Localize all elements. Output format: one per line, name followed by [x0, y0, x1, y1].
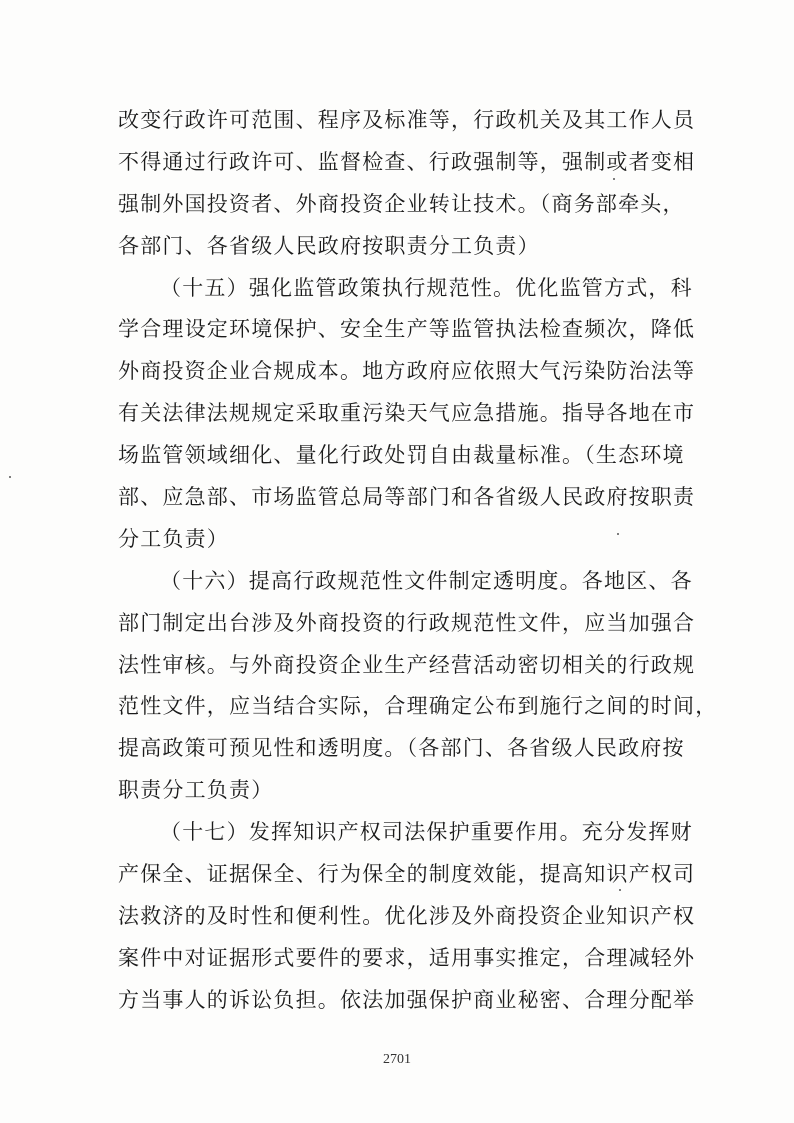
text-line: 不得通过行政许可、监督检查、行政强制等，强制或者变相 — [118, 149, 696, 174]
text-line: 案件中对证据形式要件的要求，适用事实推定，合理减轻外 — [118, 945, 696, 970]
text-line: 法性审核。与外商投资企业生产经营活动密切相关的行政规 — [118, 652, 696, 677]
text-line: 分工负责） — [118, 526, 229, 551]
page-number: 2701 — [383, 1052, 411, 1067]
text-line: 学合理设定环境保护、安全生产等监管执法检查频次，降低 — [118, 317, 696, 342]
text-line: 方当事人的诉讼负担。依法加强保护商业秘密、合理分配举 — [118, 987, 696, 1012]
text-line: 强制外国投资者、外商投资企业转让技术。（商务部牵头， — [118, 191, 685, 216]
text-line: 外商投资企业合规成本。地方政府应依照大气污染防治法等 — [118, 359, 696, 384]
scan-speck — [613, 178, 615, 180]
text-line: 有关法律法规规定采取重污染天气应急措施。指导各地在市 — [118, 401, 696, 426]
text-line: 部门制定出台涉及外商投资的行政规范性文件，应当加强合 — [118, 610, 696, 635]
text-line: 场监管领域细化、量化行政处罚自由裁量标准。（生态环境 — [118, 443, 685, 468]
text-line: 各部门、各省级人民政府按职责分工负责） — [118, 233, 540, 258]
text-line: 提高政策可预见性和透明度。（各部门、各省级人民政府按 — [118, 736, 685, 761]
scan-speck — [617, 533, 619, 535]
text-line: （十七）发挥知识产权司法保护重要作用。充分发挥财 — [160, 820, 693, 845]
text-line: 产保全、证据保全、行为保全的制度效能，提高知识产权司 — [118, 862, 696, 887]
text-line: （十六）提高行政规范性文件制定透明度。各地区、各 — [160, 568, 693, 593]
text-line: 改变行政许可范围、程序及标准等，行政机关及其工作人员 — [118, 108, 696, 132]
scan-speck — [9, 476, 11, 478]
text-line: 范性文件，应当结合实际，合理确定公布到施行之间的时间， — [118, 694, 718, 719]
scan-speck — [619, 889, 621, 891]
text-line: 法救济的及时性和便利性。优化涉及外商投资企业知识产权 — [118, 903, 696, 928]
text-line: 部、应急部、市场监管总局等部门和各省级人民政府按职责 — [118, 485, 696, 510]
text-line: 职责分工负责） — [118, 778, 274, 803]
body-text — [118, 100, 718, 1022]
text-line: （十五）强化监管政策执行规范性。优化监管方式，科 — [160, 275, 693, 300]
